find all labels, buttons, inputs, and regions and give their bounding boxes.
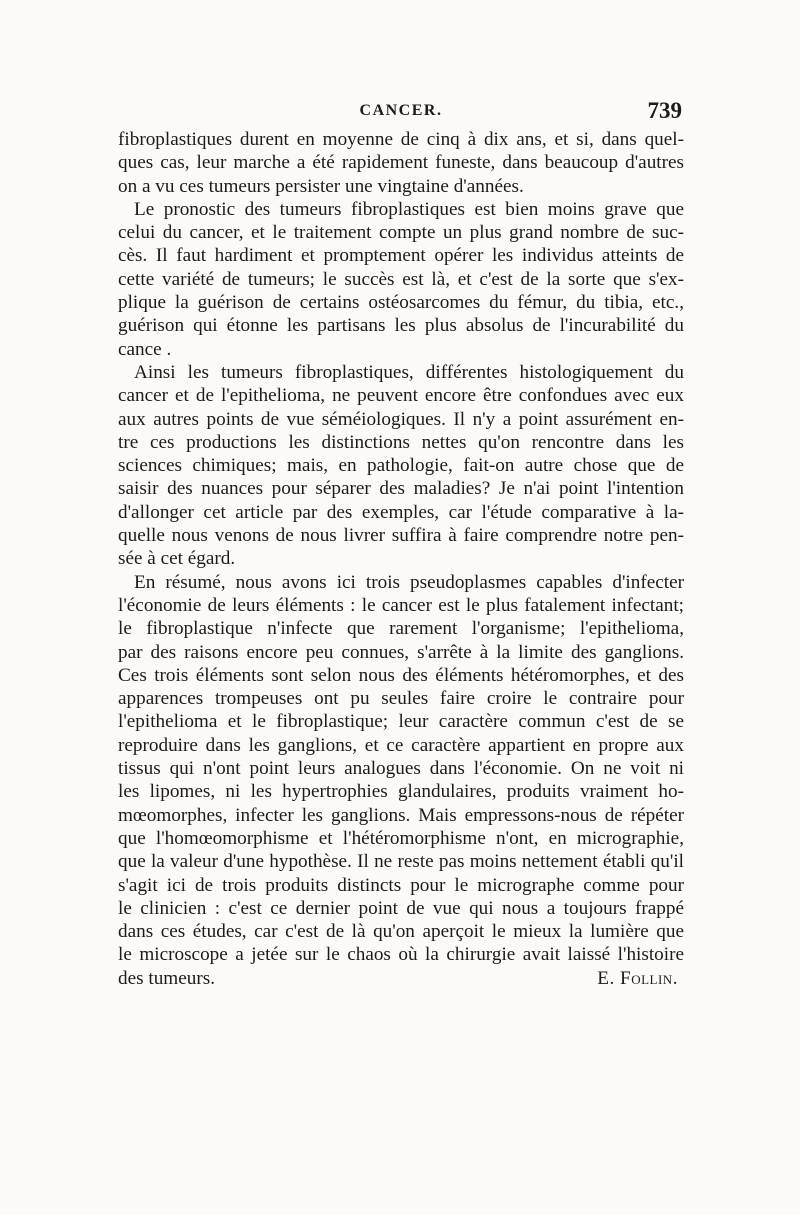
text-line: cancer et de l'epithelioma, ne peuvent encore être confondues avec eux (118, 385, 684, 407)
text-line: fibroplastiques durent en moyenne de cinq à dix ans, et si, dans quel- (118, 129, 684, 150)
text-line: ques cas, leur marche a été rapidement funeste, dans beaucoup d'autres (118, 152, 684, 174)
paragraph-4 (118, 571, 684, 990)
text-line: reproduire dans les ganglions, et ce caractère appartient en propre aux (118, 734, 684, 756)
text-line: on a vu ces tumeurs persister une vingtaine d'années. (118, 175, 524, 197)
text-line: le fibroplastique n'infecte que rarement l'organisme; l'epithelioma, (118, 618, 684, 640)
text-line: cès. Il faut hardiment et promptement opérer les individus atteints de (118, 245, 684, 267)
page-number: 739 (647, 98, 682, 123)
author-signature: E. Follin. (597, 967, 678, 989)
text-line: le microscope a jetée sur le chaos où la chirurgie avait laissé l'histoire (118, 944, 684, 966)
text-line: que la valeur d'une hypothèse. Il ne reste pas moins nettement établi qu'il (118, 851, 684, 873)
text-line: sée à cet égard. (118, 548, 236, 570)
text-line: saisir des nuances pour séparer des maladies? Je n'ai point l'intention (118, 478, 684, 500)
text-line: En résumé, nous avons ici trois pseudoplasmes capables d'infecter (134, 571, 684, 593)
closing-line (118, 967, 684, 990)
text-line: Le pronostic des tumeurs fibroplastiques est bien moins grave que (134, 198, 684, 220)
text-line: cance . (118, 338, 172, 360)
paragraph-1 (118, 128, 684, 198)
running-title: CANCER. (359, 102, 443, 119)
text-line: l'epithelioma et le fibroplastique; leur caractère commun c'est de se (118, 711, 684, 733)
text-line: dans ces études, car c'est de là qu'on aperçoit le mieux la lumière que (118, 921, 684, 943)
paragraph-3 (118, 361, 684, 571)
text-line: d'allonger cet article par des exemples, car l'étude comparative à la- (118, 501, 684, 523)
paragraph-2 (118, 198, 684, 361)
text-line: tissus qui n'ont point leurs analogues dans l'économie. On ne voit ni (118, 758, 684, 780)
text-line: les lipomes, ni les hypertrophies glandulaires, produits vraiment ho- (118, 781, 684, 803)
running-head (118, 98, 684, 128)
text-line: Ainsi les tumeurs fibroplastiques, différentes histologiquement du (134, 361, 684, 383)
text-line: le clinicien : c'est ce dernier point de vue qui nous a toujours frappé (118, 897, 684, 919)
text-line: s'agit ici de trois produits distincts pour le micrographe comme pour (118, 874, 684, 896)
text-line: quelle nous venons de nous livrer suffira à faire comprendre notre pen- (118, 525, 684, 547)
text-line: que l'homœomorphisme et l'hétéromorphisme n'ont, en micrographie, (118, 827, 684, 849)
text-line: tre ces productions les distinctions nettes qu'on rencontre dans les (118, 431, 684, 453)
text-line: sciences chimiques; mais, en pathologie, fait-on autre chose que de (118, 455, 684, 477)
text-line: cette variété de tumeurs; le succès est là, et c'est de la sorte que s'ex- (118, 268, 684, 290)
text-line: plique la guérison de certains ostéosarcomes du fémur, du tibia, etc., (118, 292, 684, 314)
text-line: apparences trompeuses ont pu seules faire croire le contraire pour (118, 688, 684, 710)
text-line: celui du cancer, et le traitement compte un plus grand nombre de suc- (118, 222, 684, 244)
text-line: Ces trois éléments sont selon nous des éléments hétéromorphes, et des (118, 664, 684, 686)
text-line: des tumeurs. (118, 967, 215, 989)
text-line: l'économie de leurs éléments : le cancer est le plus fatalement infectant; (118, 594, 684, 616)
text-line: aux autres points de vue séméiologiques. Il n'y a point assurément en- (118, 408, 684, 430)
text-line: par des raisons encore peu connues, s'arrête à la limite des ganglions. (118, 641, 684, 663)
text-line: guérison qui étonne les partisans les plus absolus de l'incurabilité du (118, 315, 684, 337)
text-line: mœomorphes, infecter les ganglions. Mais empressons-nous de répéter (118, 804, 684, 826)
text-body (118, 128, 684, 990)
